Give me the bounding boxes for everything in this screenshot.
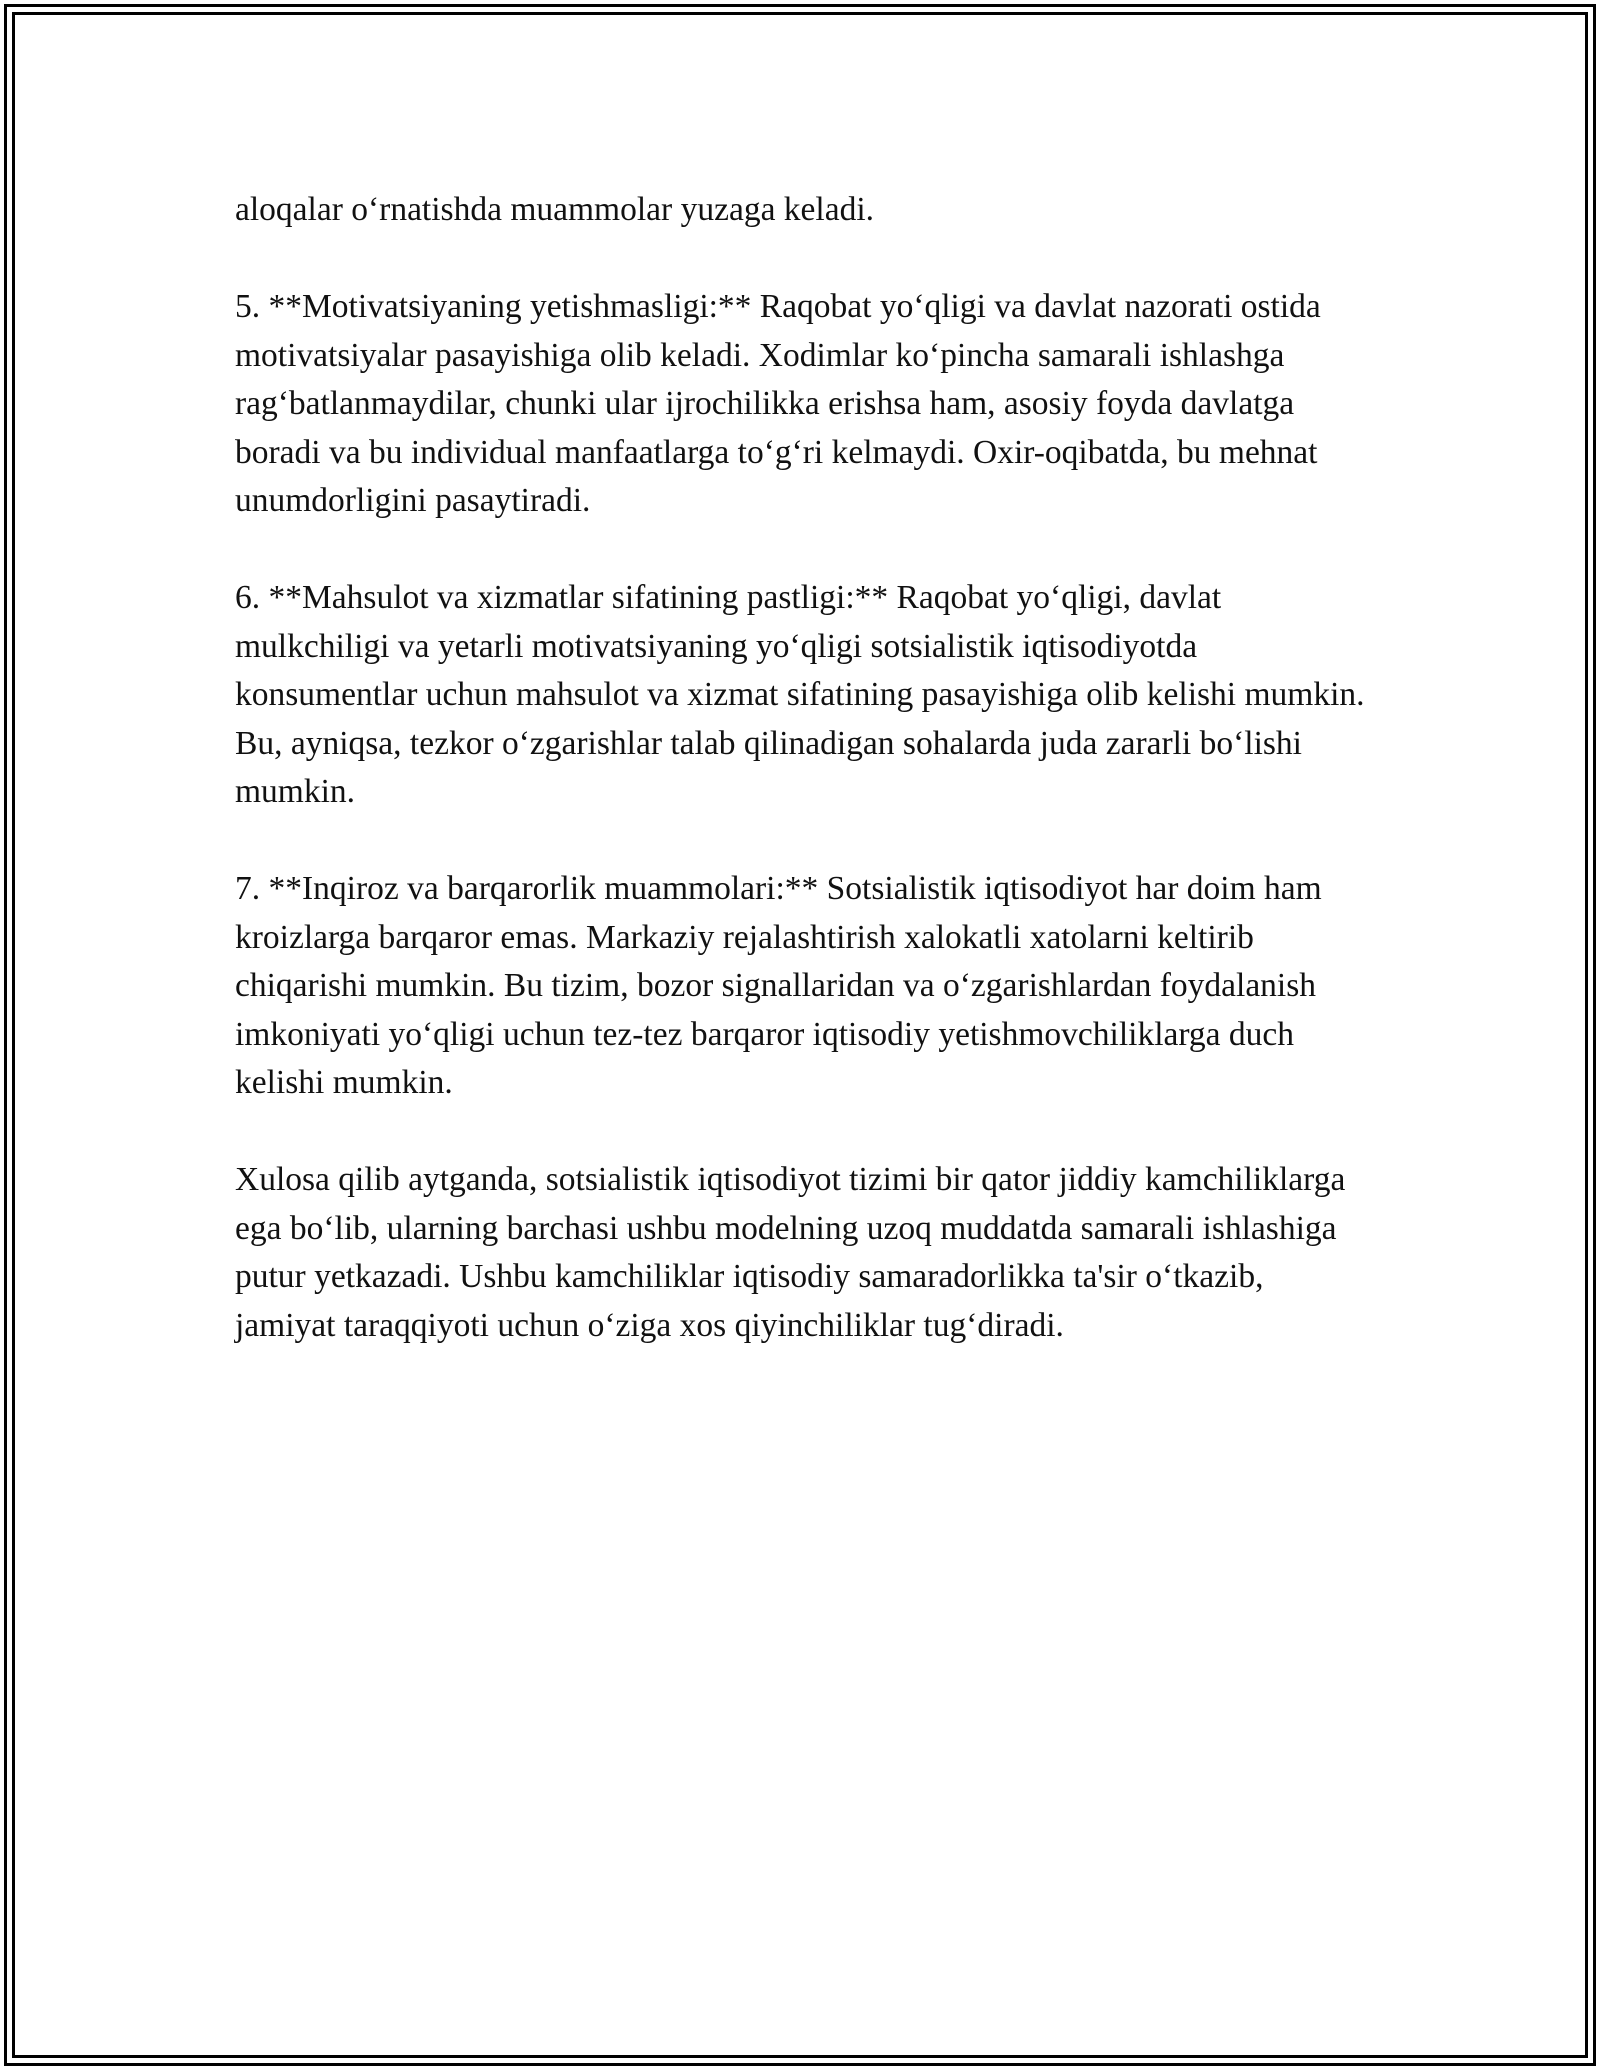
document-body bbox=[235, 186, 1365, 1399]
paragraph-conclusion: Xulosa qilib aytganda, sotsialistik iqtisodiyot tizimi bir qator jiddiy kamchiliklarga ega bo‘lib, ularning barchasi ushbu modelning uzoq muddatda samarali ishlashiga putur yetkazadi. Ushbu kamchiliklar iqtisodiy samaradorlikka ta'sir o‘tkazib, jamiyat taraqqiyoti uchun o‘ziga xos qiyinchiliklar tug‘diradi. bbox=[235, 1161, 1346, 1344]
paragraph-continuation: aloqalar o‘rnatishda muammolar yuzaga keladi. bbox=[235, 191, 875, 228]
paragraph-motivation: 5. **Motivatsiyaning yetishmasligi:** Raqobat yo‘qligi va davlat nazorati ostida motivatsiyalar pasayishiga olib keladi. Xodimlar ko‘pincha samarali ishlashga rag‘batlanmaydilar, chunki ular ijrochilikka erishsa ham, asosiy foyda davlatga boradi va bu individual manfaatlarga to‘g‘ri kelmaydi. Oxir-oqibatda, bu mehnat unumdorligini pasaytiradi. bbox=[235, 288, 1321, 519]
paragraph-crisis: 7. **Inqiroz va barqarorlik muammolari:** Sotsialistik iqtisodiyot har doim ham kroizlarga barqaror emas. Markaziy rejalashtirish xalokatli xatolarni keltirib chiqarishi mumkin. Bu tizim, bozor signallaridan va o‘zgarishlardan foydalanish imkoniyati yo‘qligi uchun tez-tez barqaror iqtisodiy yetishmovchiliklarga duch kelishi mumkin. bbox=[235, 870, 1322, 1101]
paragraph-quality: 6. **Mahsulot va xizmatlar sifatining pastligi:** Raqobat yo‘qligi, davlat mulkchiligi va yetarli motivatsiyaning yo‘qligi sotsialistik iqtisodiyotda konsumentlar uchun mahsulot va xizmat sifatining pasayishiga olib kelishi mumkin. Bu, ayniqsa, tezkor o‘zgarishlar talab qilinadigan sohalarda juda zararli bo‘lishi mumkin. bbox=[235, 579, 1365, 810]
